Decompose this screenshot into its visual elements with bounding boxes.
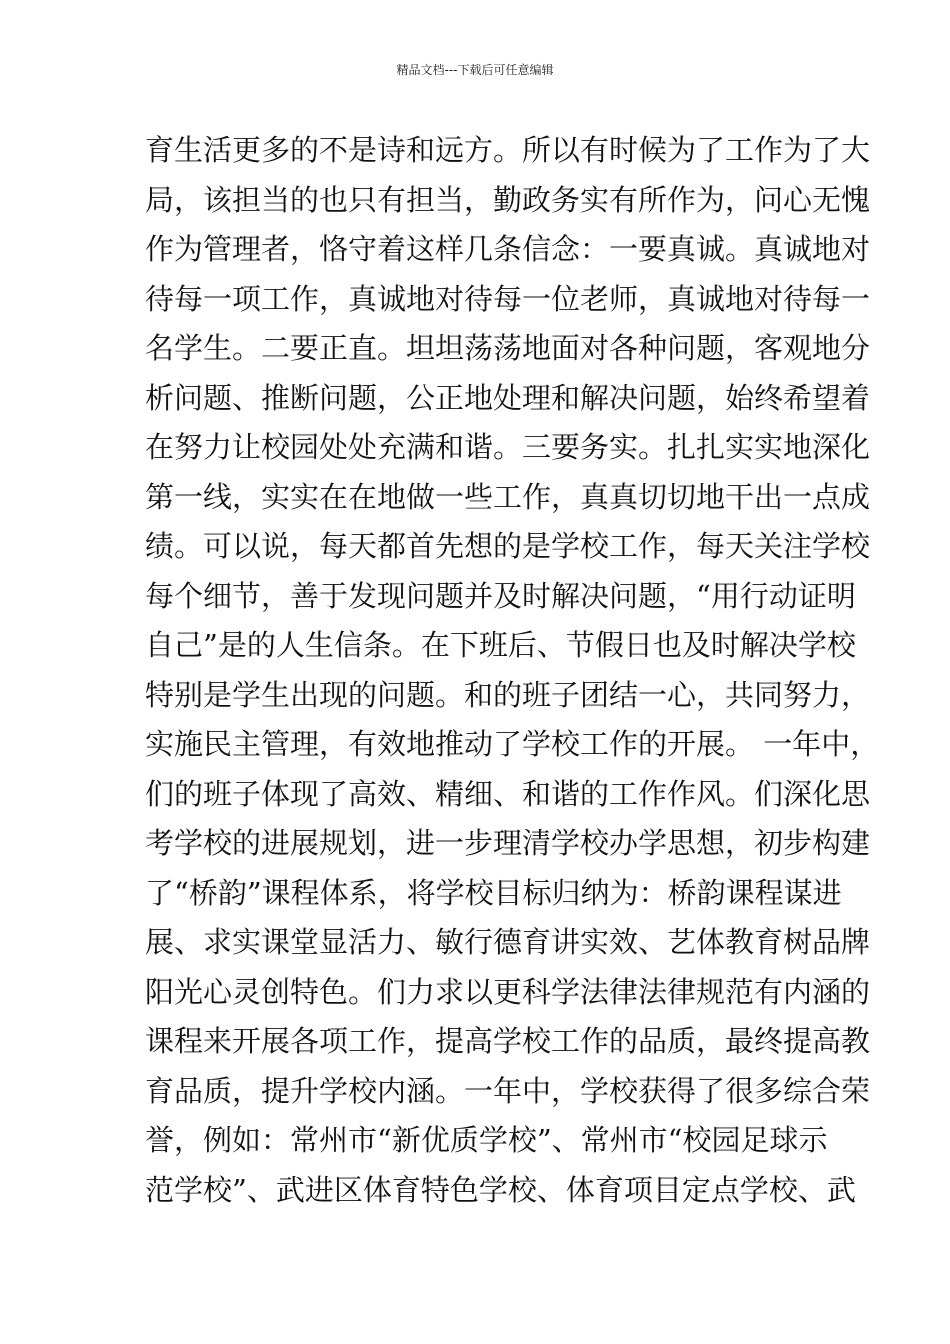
body-line: 自己”是的人生信条。在下班后、节假日也及时解决学校: [145, 628, 856, 662]
body-line: 誉，例如：常州市“新优质学校”、常州市“校园足球示: [145, 1123, 828, 1157]
body-line: 实施民主管理，有效地推动了学校工作的开展。 一年中，: [145, 727, 880, 761]
body-line: 在努力让校园处处充满和谐。三要务实。扎扎实实地深化: [145, 430, 871, 464]
body-line: 们的班子体现了高效、精细、和谐的工作作风。们深化思: [145, 776, 871, 811]
body-line: 了“桥韵”课程体系，将学校目标归纳为：桥韵课程谋进: [145, 875, 842, 910]
body-line: 第一线，实实在在地做一些工作，真真切切地干出一点成: [145, 479, 871, 514]
body-line: 局，该担当的也只有担当，勤政务实有所作为，问心无愧: [145, 182, 871, 217]
body-line: 考学校的进展规划，进一步理清学校办学思想，初步构建: [145, 826, 871, 860]
body-line: 特别是学生出现的问题。和的班子团结一心，共同努力，: [145, 677, 871, 712]
body-line: 名学生。二要正直。坦坦荡荡地面对各种问题，客观地分: [145, 331, 871, 365]
body-line: 待每一项工作，真诚地对待每一位老师，真诚地对待每一: [145, 281, 871, 316]
page-header: 精品文档---下载后可任意编辑: [396, 63, 554, 77]
body-line: 绩。可以说，每天都首先想的是学校工作，每天关注学校: [145, 529, 871, 563]
body-line: 课程来开展各项工作，提高学校工作的品质，最终提高教: [145, 1024, 871, 1058]
body-line: 每个细节，善于发现问题并及时解决问题，“用行动证明: [145, 578, 856, 613]
body-line: 阳光心灵创特色。们力求以更科学法律法律规范有内涵的: [145, 974, 871, 1009]
body-line: 展、求实课堂显活力、敏行德育讲实效、艺体教育树品牌: [145, 925, 871, 959]
body-line: 育生活更多的不是诗和远方。所以有时候为了工作为了大: [145, 133, 871, 167]
body-line: 析问题、推断问题，公正地处理和解决问题，始终希望着: [145, 380, 871, 415]
document-body: [145, 126, 880, 1215]
body-line: 育品质，提升学校内涵。一年中，学校获得了很多综合荣: [145, 1073, 871, 1108]
body-line: 作为管理者，恪守着这样几条信念：一要真诚。真诚地对: [145, 232, 871, 266]
body-line: 范学校”、武进区体育特色学校、体育项目定点学校、武: [145, 1172, 856, 1207]
